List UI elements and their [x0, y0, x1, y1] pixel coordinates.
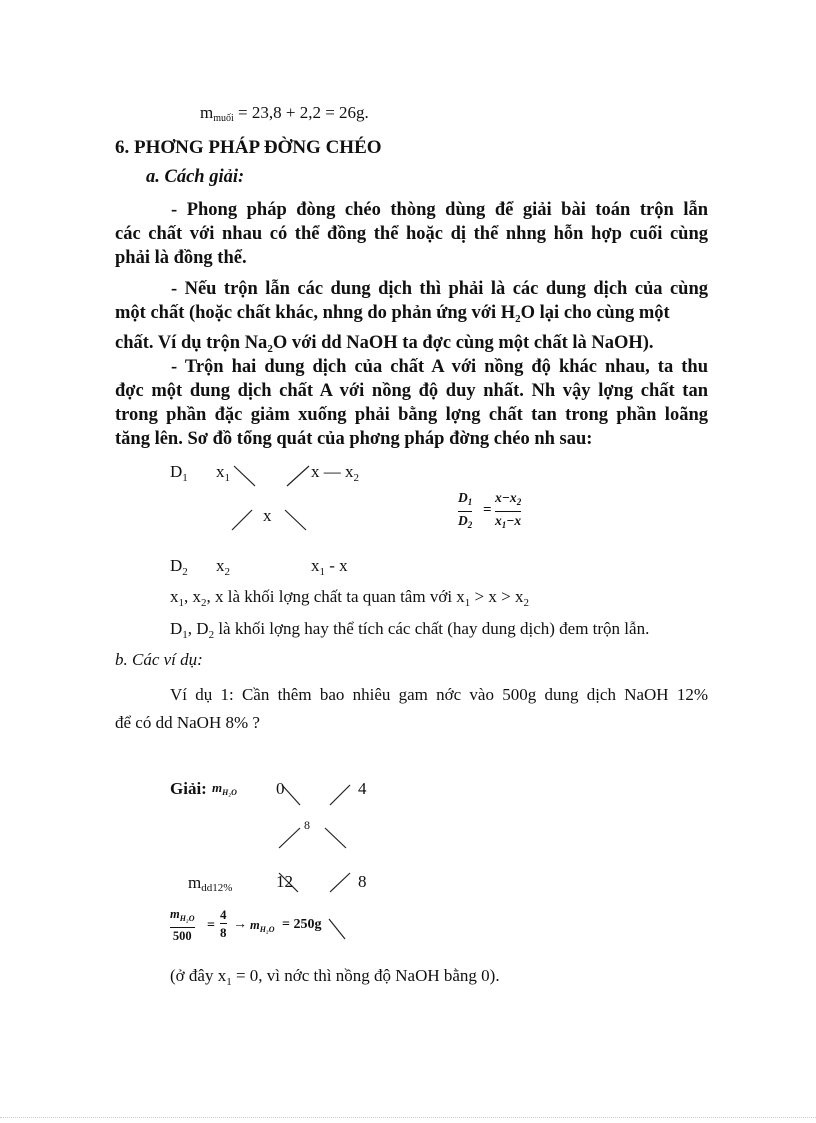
section-title: 6. PHƠNG PHÁP ĐỜNG CHÉO — [115, 137, 382, 158]
d1-letter: D — [170, 462, 183, 481]
m-h2o-sub: H₂O — [222, 788, 237, 797]
explain-line-2 — [170, 619, 649, 641]
diagram2-bottom-right-value: 8 — [358, 872, 367, 891]
x-minus-x2-text: x — x — [311, 462, 354, 481]
p2-l3-sub: 2 — [267, 343, 273, 355]
result-frac-1-den: 500 — [172, 929, 192, 943]
paragraph-3-line-2: đợc một dung dịch chất A với nồng độ duy nhất. Nh vậy lợng chất tan — [115, 381, 708, 401]
rhs-den-post: −x — [506, 513, 522, 528]
diagram2-line-top-right — [330, 785, 350, 805]
d1-sub: 1 — [182, 472, 188, 484]
page-bottom-border — [0, 1117, 816, 1118]
diagram2-line-bottom-left — [279, 828, 300, 848]
result-eq-1: = — [207, 918, 215, 933]
note-line — [170, 966, 500, 988]
rhs-den-sub: 1 — [501, 520, 507, 530]
diagram1-x-center: x — [263, 506, 272, 525]
x1mx-sub: 1 — [319, 566, 325, 578]
r-num1-letter: m — [170, 907, 180, 921]
diagram2-top-left-value: 0 — [276, 779, 285, 798]
d2-sub: 2 — [182, 566, 188, 578]
giai-label: Giải: — [170, 779, 207, 798]
e1-s4: 2 — [523, 597, 529, 609]
mdd-letter: m — [188, 873, 202, 892]
e1-s3: 1 — [464, 597, 471, 609]
diagram2-line-top-left — [282, 785, 300, 805]
d2-letter: D — [170, 556, 183, 575]
diagram2-center-value: 8 — [304, 818, 310, 832]
fraction-lhs-den — [458, 513, 472, 533]
rhs-den-letter: x — [495, 513, 502, 528]
paragraph-1-line-2: các chất với nhau có thể đồng thể hoặc dị thể nhng hỗn hợp cuối cùng — [115, 224, 708, 244]
paragraph-2-line-1: - Nếu trộn lẫn các dung dịch thì phải là các dung dịch của cùng — [171, 279, 708, 299]
fraction-lhs — [458, 490, 472, 533]
x1-sub: 1 — [224, 472, 230, 484]
e1-pre: x — [170, 587, 179, 606]
e2-post: là khối lợng hay thể tích các chất (hay dung dịch) đem trộn lẫn. — [214, 619, 650, 638]
fraction-lhs-bar — [458, 511, 472, 512]
x1-letter: x — [216, 462, 225, 481]
note-post: = 0, vì nớc thì nồng độ NaOH bằng 0). — [231, 966, 500, 985]
result-m-h2o — [250, 918, 275, 934]
e2-s2: 2 — [208, 629, 215, 641]
e2-s1: 1 — [182, 629, 188, 641]
e2-pre: D — [170, 619, 183, 638]
fraction-lhs-num — [458, 490, 472, 510]
e1-mid3: > x > x — [470, 587, 524, 606]
p2-l3-post: O với dd NaOH ta đợc cùng một chất là NaOH). — [272, 333, 654, 353]
m-h2o-label — [212, 780, 237, 797]
lhs-num-sub: 1 — [467, 497, 473, 507]
result-arrow-icon: → — [233, 917, 247, 932]
lhs-num-letter: D — [458, 490, 468, 505]
diagram2-bottom-left-value: 12 — [276, 872, 293, 891]
x2-sub: 2 — [224, 566, 230, 578]
diagram1-line-bottom-left — [232, 510, 252, 530]
result-value: = 250g — [282, 917, 322, 932]
x-minus-x2-sub: 2 — [353, 472, 359, 484]
x1mx-letter: x — [311, 556, 320, 575]
m-h2o-letter: m — [212, 780, 223, 795]
rhs-num-text: x−x — [495, 490, 517, 505]
x1mx-post: - x — [325, 556, 348, 575]
result-frac-2-num: 4 — [220, 907, 227, 922]
p2-l2-sub: 2 — [515, 313, 521, 325]
mdd-label — [188, 873, 232, 894]
subsection-a-heading: a. Cách giải: — [146, 167, 245, 187]
r-m2-sub: H₂O — [259, 925, 275, 934]
paragraph-1-line-3: phải là đồng thể. — [115, 248, 247, 268]
fraction-equals: = — [483, 502, 492, 518]
lhs-den-letter: D — [458, 513, 468, 528]
mdd-sub: dd12% — [201, 882, 233, 894]
r-m2-letter: m — [250, 918, 260, 932]
p2-l2-pre: một chất (hoặc chất khác, nhng do phản ứng với H — [115, 303, 516, 323]
fraction-rhs-den — [495, 513, 521, 533]
fraction-rhs — [495, 490, 521, 533]
p2-l2-post: O lại cho cùng một — [520, 303, 670, 323]
x2-letter: x — [216, 556, 225, 575]
result-frac-1-num — [170, 907, 195, 926]
example-1-line-2: để có dd NaOH 8% ? — [115, 713, 260, 732]
diagram2-line-bottom-right — [325, 828, 346, 848]
paragraph-1-line-1: - Phong pháp đòng chéo thòng dùng để giải bài toán trộn lẫn — [171, 200, 708, 220]
result-frac-2-bar — [220, 923, 227, 924]
fraction-rhs-bar — [495, 511, 521, 512]
e1-s2: 2 — [201, 597, 207, 609]
fraction-rhs-num — [495, 490, 521, 510]
note-s1: 1 — [226, 976, 232, 988]
rhs-num-sub: 2 — [516, 497, 522, 507]
formula-sub-muoi: muối — [213, 113, 234, 124]
diagram1-line-top-left — [234, 466, 255, 486]
example-1-line-1: Ví dụ 1: Cần thêm bao nhiêu gam nớc vào 500g dung dịch NaOH 12% — [170, 685, 708, 704]
result-frac-1 — [170, 907, 195, 944]
diagram2-line-lower-right — [330, 873, 350, 892]
e1-mid1: , x — [184, 587, 201, 606]
e2-mid: , D — [187, 619, 209, 638]
diagram1-line-bottom-right — [285, 510, 306, 530]
e1-mid2: , x là khối lợng chất ta quan tâm với x — [206, 587, 465, 606]
lhs-den-sub: 2 — [467, 520, 473, 530]
diagram2-top-right-value: 4 — [358, 779, 367, 798]
subsection-b-heading: b. Các ví dụ: — [115, 650, 203, 669]
paragraph-3-line-3: trong phần đặc giảm xuống phải bằng lợng chất tan trong phần loãng — [115, 405, 708, 425]
e1-s1: 1 — [178, 597, 184, 609]
paragraph-3-line-1: - Trộn hai dung dịch của chất A với nồng độ khác nhau, ta thu — [171, 357, 708, 377]
formula-rhs: = 23,8 + 2,2 = 26g. — [238, 103, 369, 122]
result-frac-2 — [220, 907, 227, 940]
p2-l3-pre: chất. Ví dụ trộn Na — [115, 333, 268, 353]
formula-m: m — [200, 103, 214, 122]
note-pre: (ở đây x — [170, 966, 227, 985]
paragraph-3-line-4: tăng lên. Sơ đồ tổng quát của phơng pháp đờng chéo nh sau: — [115, 429, 593, 449]
result-frac-2-den: 8 — [220, 925, 227, 940]
explain-line-1 — [170, 587, 529, 609]
diagram1-line-top-right — [287, 466, 309, 486]
result-strike-line — [329, 919, 345, 939]
result-frac-1-bar — [170, 927, 195, 928]
r-num1-sub: H₂O — [179, 914, 195, 923]
